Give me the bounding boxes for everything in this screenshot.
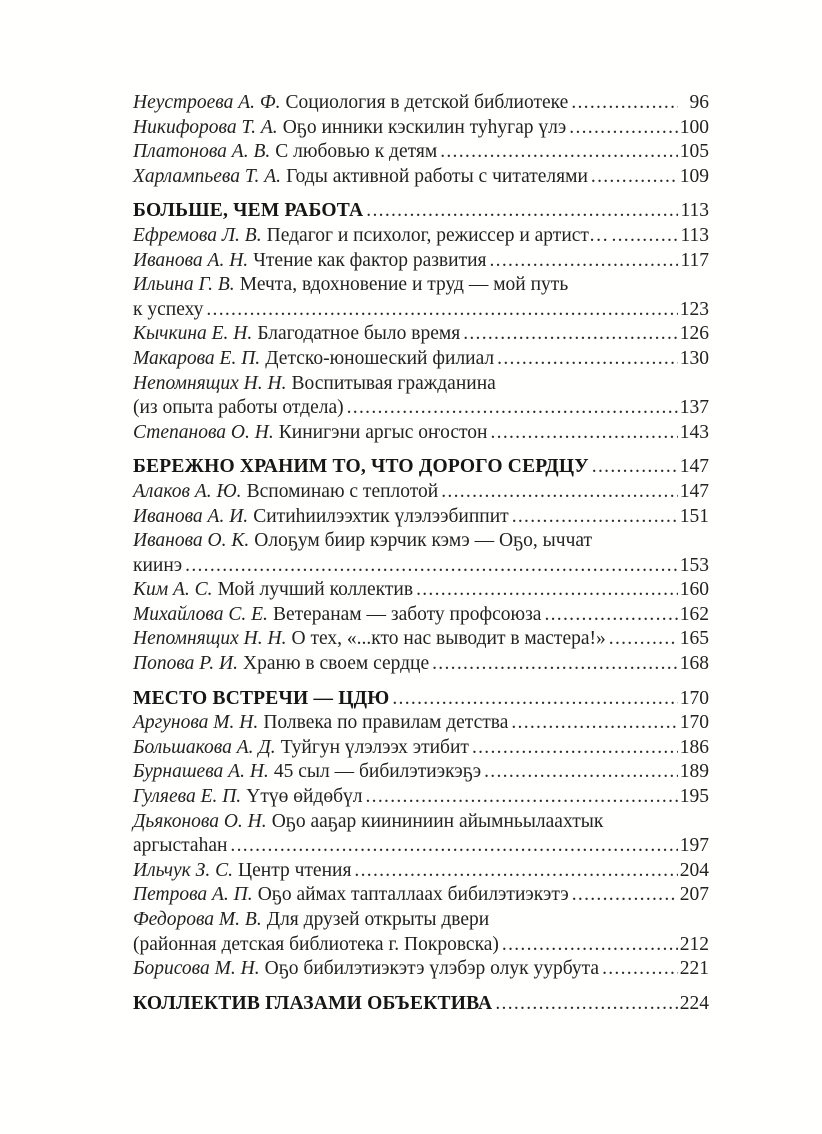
- dot-leader: [441, 480, 678, 505]
- dot-leader: [569, 116, 678, 141]
- entry-title: Олоҕум биир кэрчик кэмэ — Оҕо, ыччат: [254, 530, 593, 552]
- entry-title: Оҕо бибилэтиэкэтэ үлэбэр олук уурбута: [264, 958, 600, 980]
- dot-leader: [206, 298, 678, 323]
- dot-leader: [432, 652, 678, 677]
- entry-author: Кычкина Е. Н.: [133, 323, 253, 345]
- entry-title: Мой лучший коллектив: [217, 579, 414, 601]
- entry-title: КОЛЛЕКТИВ ГЛАЗАМИ ОБЪЕКТИВА: [133, 992, 493, 1014]
- dot-leader: [484, 760, 678, 785]
- entry-title: Оҕо инники кэскилин туһугар үлэ: [282, 116, 567, 138]
- entry-title: Для друзей открыты двери: [266, 909, 490, 930]
- entry-page-number: 207: [679, 884, 709, 906]
- toc-list: [133, 91, 709, 1016]
- entry-page-number: 212: [679, 933, 709, 955]
- toc-section-header: [133, 992, 709, 1017]
- entry-title: Чтение как фактор развития: [253, 249, 487, 271]
- entry-title: Оҕо ааҕар киининиин айымньылаахтык: [271, 810, 604, 832]
- toc-entry-row: [133, 480, 709, 505]
- entry-author: Непомнящих Н. Н.: [133, 372, 287, 394]
- toc-entry-row: [133, 165, 709, 190]
- entry-author: Неустроева А. Ф.: [133, 92, 281, 113]
- toc-entry-row: [133, 396, 709, 421]
- toc-entry-row: [133, 273, 709, 298]
- dot-leader: [602, 957, 678, 982]
- entry-title: Социология в детской библиотеке: [285, 92, 569, 113]
- entry-page-number: 123: [679, 298, 709, 320]
- entry-title: Туйгун үлэлээх этибит: [280, 736, 469, 758]
- entry-page-number: 96: [689, 92, 709, 113]
- entry-title: Педагог и психолог, режиссер и артист…: [266, 224, 609, 246]
- dot-leader: [366, 785, 679, 810]
- entry-title: киинэ: [133, 554, 183, 576]
- toc-entry-row: [133, 554, 709, 579]
- toc-entry-row: [133, 908, 709, 933]
- entry-page-number: 130: [679, 347, 709, 369]
- entry-page-number: 170: [679, 712, 709, 734]
- toc-entry-row: [133, 224, 709, 249]
- entry-page-number: 186: [679, 736, 709, 758]
- toc-entry-row: [133, 529, 709, 554]
- dot-leader: [512, 505, 678, 530]
- dot-leader: [497, 347, 678, 372]
- dot-leader: [347, 396, 678, 421]
- entry-page-number: 126: [679, 323, 709, 345]
- entry-author: Иванова О. К.: [133, 530, 250, 552]
- entry-title: Годы активной работы с читателями: [286, 165, 588, 187]
- toc-entry-row: [133, 347, 709, 372]
- entry-title: Благодатное было время: [257, 323, 461, 345]
- entry-title: Оҕо аймах тапталлаах бибилэтиэкэтэ: [257, 884, 569, 906]
- entry-page-number: 151: [679, 505, 709, 527]
- entry-author: Иванова А. И.: [133, 505, 249, 527]
- dot-leader: [591, 165, 678, 190]
- dot-leader: [463, 322, 678, 347]
- entry-title: Мечта, вдохновение и труд — мой путь: [239, 274, 569, 296]
- dot-leader: [440, 140, 678, 165]
- entry-author: Макарова Е. П.: [133, 347, 261, 369]
- entry-title: О тех, «...кто нас выводит в мастера!»: [291, 628, 606, 650]
- dot-leader: [511, 711, 678, 736]
- toc-entry-row: [133, 372, 709, 397]
- entry-author: Большакова А. Д.: [133, 736, 276, 758]
- entry-page-number: 204: [679, 859, 709, 881]
- entry-title: (районная детская библиотека г. Покровска): [133, 933, 499, 955]
- entry-author: Степанова О. Н.: [133, 421, 274, 443]
- entry-title: БЕРЕЖНО ХРАНИМ ТО, ЧТО ДОРОГО СЕРДЦУ: [133, 456, 589, 478]
- entry-title: БОЛЬШЕ, ЧЕМ РАБОТА: [133, 200, 364, 222]
- entry-title: к успеху: [133, 298, 204, 320]
- dot-leader: [495, 992, 678, 1017]
- dot-leader: [609, 627, 678, 652]
- entry-author: Ким А. С.: [133, 579, 213, 601]
- entry-title: С любовью к детям: [275, 141, 438, 163]
- entry-title: МЕСТО ВСТРЕЧИ — ЦДЮ: [133, 687, 390, 709]
- toc-entry-row: [133, 711, 709, 736]
- entry-title: Ситиһиилээхтик үлэлээбиппит: [253, 505, 509, 527]
- entry-page-number: 197: [679, 835, 709, 857]
- toc-entry-row: [133, 933, 709, 958]
- entry-title: Воспитывая гражданина: [291, 372, 496, 394]
- entry-title: 45 сыл — бибилэтиэкэҕэ: [273, 761, 482, 783]
- entry-author: Никифорова Т. А.: [133, 116, 278, 138]
- entry-author: Дьяконова О. Н.: [133, 810, 267, 832]
- entry-page-number: 162: [679, 603, 709, 625]
- entry-title: Детско-юношеский филиал: [265, 347, 495, 369]
- dot-leader: [502, 933, 678, 958]
- entry-title: Храню в своем сердце: [243, 653, 430, 675]
- entry-author: Аргунова М. Н.: [133, 712, 259, 734]
- entry-author: Ильина Г. В.: [133, 274, 235, 296]
- toc-entry-row: [133, 249, 709, 274]
- entry-page-number: 105: [679, 141, 709, 163]
- dot-leader: [472, 736, 678, 761]
- toc-entry-row: [133, 322, 709, 347]
- dot-leader: [490, 249, 679, 274]
- entry-title: Ветеранам — заботу профсоюза: [272, 603, 542, 625]
- dot-leader: [354, 859, 678, 884]
- entry-title: Вспоминаю с теплотой: [246, 480, 439, 502]
- entry-author: Ильчук З. С.: [133, 859, 233, 881]
- toc-entry-row: [133, 578, 709, 603]
- toc-entry-row: [133, 505, 709, 530]
- entry-author: Непомнящих Н. Н.: [133, 628, 287, 650]
- entry-page-number: 170: [679, 687, 709, 709]
- entry-title: Үтүө өйдөбүл: [246, 786, 363, 808]
- toc-entry-row: [133, 785, 709, 810]
- entry-page-number: 189: [679, 761, 709, 783]
- dot-leader: [544, 603, 678, 628]
- entry-author: Бурнашева А. Н.: [133, 761, 269, 783]
- toc-entry-row: [133, 140, 709, 165]
- toc-entry-row: [133, 760, 709, 785]
- entry-page-number: 195: [679, 786, 709, 808]
- entry-page-number: 137: [679, 397, 709, 419]
- entry-author: Алаков А. Ю.: [133, 480, 242, 502]
- entry-title: Полвека по правилам детства: [263, 712, 509, 734]
- entry-page-number: 224: [679, 992, 709, 1014]
- dot-leader: [392, 687, 678, 712]
- dot-leader: [490, 421, 678, 446]
- dot-leader: [572, 883, 678, 908]
- entry-page-number: 147: [679, 456, 709, 478]
- toc-entry-row: [133, 859, 709, 884]
- entry-page-number: 113: [680, 224, 709, 246]
- dot-leader: [571, 91, 678, 116]
- entry-author: Гуляева Е. П.: [133, 786, 242, 808]
- toc-entry-row: [133, 736, 709, 761]
- entry-page-number: 153: [679, 554, 709, 576]
- toc-entry-row: [133, 116, 709, 141]
- entry-page-number: 117: [680, 249, 709, 271]
- entry-page-number: 147: [679, 480, 709, 502]
- dot-leader: [592, 455, 678, 480]
- dot-leader: [416, 578, 678, 603]
- entry-page-number: 100: [679, 116, 709, 138]
- entry-page-number: 221: [679, 958, 709, 980]
- entry-page-number: 143: [679, 421, 709, 443]
- toc-entry-row: [133, 652, 709, 677]
- entry-author: Борисова М. Н.: [133, 958, 260, 980]
- toc-entry-row: [133, 421, 709, 446]
- dot-leader: [611, 224, 678, 249]
- entry-page-number: 113: [680, 200, 709, 222]
- toc-entry-row: [133, 298, 709, 323]
- entry-author: Платонова А. В.: [133, 141, 271, 163]
- entry-title: Центр чтения: [238, 859, 352, 881]
- entry-page-number: 160: [679, 579, 709, 601]
- toc-entry-row: [133, 91, 709, 116]
- toc-section-header: [133, 199, 709, 224]
- entry-author: Михайлова С. Е.: [133, 603, 268, 625]
- entry-title: аргыстаһан: [133, 835, 228, 857]
- entry-page-number: 168: [679, 653, 709, 675]
- toc-entry-row: [133, 810, 709, 835]
- entry-author: Петрова А. П.: [133, 884, 253, 906]
- toc-entry-row: [133, 834, 709, 859]
- toc-entry-row: [133, 883, 709, 908]
- dot-leader: [366, 199, 678, 224]
- toc-entry-row: [133, 957, 709, 982]
- toc-entry-row: [133, 627, 709, 652]
- entry-author: Федорова М. В.: [133, 909, 262, 930]
- entry-title: (из опыта работы отдела): [133, 397, 344, 419]
- toc-entry-row: [133, 603, 709, 628]
- dot-leader: [185, 554, 678, 579]
- entry-author: Харлампьева Т. А.: [133, 165, 281, 187]
- entry-author: Ефремова Л. В.: [133, 224, 262, 246]
- entry-page-number: 165: [679, 628, 709, 650]
- toc-section-header: [133, 455, 709, 480]
- entry-author: Попова Р. И.: [133, 653, 238, 675]
- entry-page-number: 109: [679, 165, 709, 187]
- entry-title: Кинигэни аргыс оҥостон: [278, 421, 488, 443]
- toc-section-header: [133, 687, 709, 712]
- entry-author: Иванова А. Н.: [133, 249, 249, 271]
- dot-leader: [230, 834, 678, 859]
